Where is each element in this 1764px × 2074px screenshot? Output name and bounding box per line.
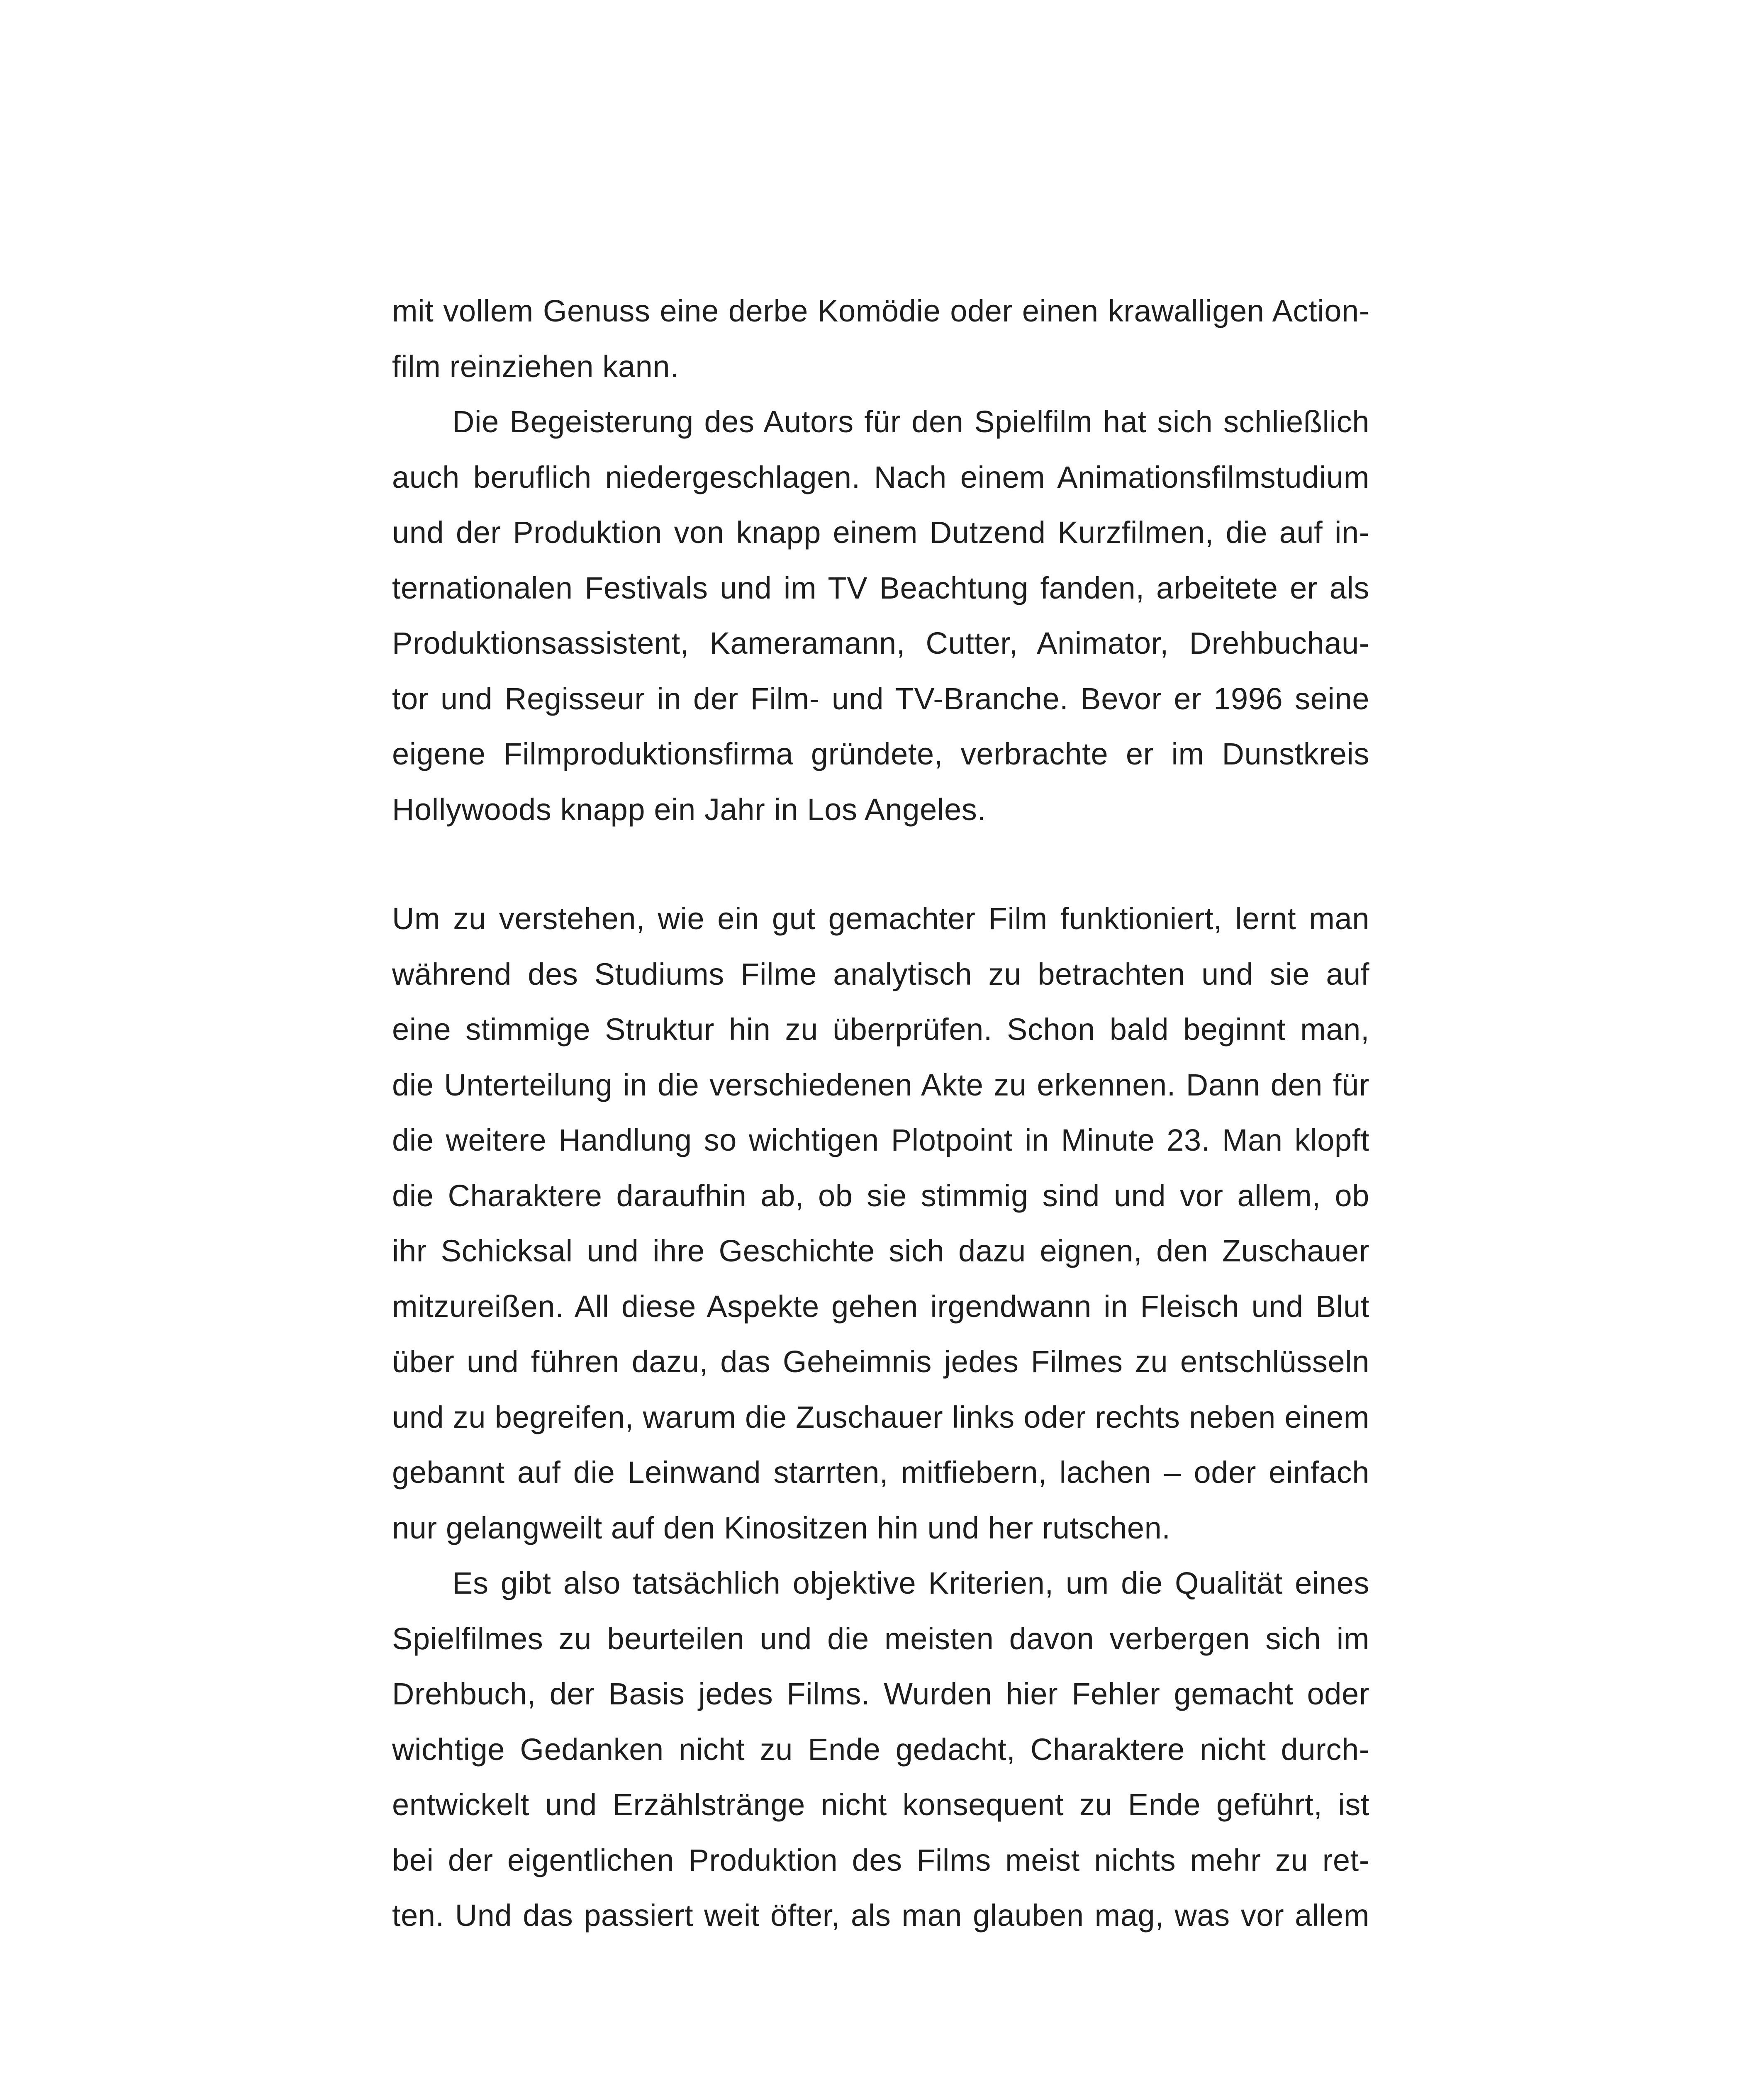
text-line: mit vollem Genuss eine derbe Komödie oder einen krawalligen Action-: [392, 294, 1369, 328]
text-line: mitzureißen. All diese Aspekte gehen irgendwann in Fleisch und Blut: [392, 1289, 1369, 1324]
text-line: nur gelangweilt auf den Kinositzen hin und her rutschen.: [392, 1510, 1171, 1545]
text-line: und zu begreifen, warum die Zuschauer links oder rechts neben einem: [392, 1400, 1369, 1434]
text-line: tor und Regisseur in der Film- und TV-Branche. Bevor er 1996 seine: [392, 681, 1369, 716]
text-line: eigene Filmproduktionsfirma gründete, verbrachte er im Dunstkreis: [392, 737, 1369, 771]
paragraph-1: [392, 283, 1369, 394]
text-line: die Unterteilung in die verschiedenen Akte zu erkennen. Dann den für: [392, 1067, 1369, 1102]
text-line: Um zu verstehen, wie ein gut gemachter Film funktioniert, lernt man: [392, 901, 1369, 936]
text-line: bei der eigentlichen Produktion des Films meist nichts mehr zu ret-: [392, 1843, 1369, 1877]
text-section-1: [392, 283, 1369, 837]
text-line: gebannt auf die Leinwand starrten, mitfiebern, lachen – oder einfach: [392, 1455, 1369, 1490]
paragraph-2: [392, 394, 1369, 837]
text-line: ten. Und das passiert weit öfter, als man glauben mag, was vor allem: [392, 1898, 1369, 1933]
text-line: auch beruflich niedergeschlagen. Nach einem Animationsfilmstudium: [392, 460, 1369, 494]
paragraph-4: [392, 1556, 1369, 1943]
text-section-2: [392, 891, 1369, 1943]
text-line: ihr Schicksal und ihre Geschichte sich dazu eignen, den Zuschauer: [392, 1234, 1369, 1268]
text-line: Die Begeisterung des Autors für den Spielfilm hat sich schließlich: [452, 404, 1369, 439]
text-line: die weitere Handlung so wichtigen Plotpoint in Minute 23. Man klopft: [392, 1123, 1369, 1157]
text-line: Hollywoods knapp ein Jahr in Los Angeles.: [392, 792, 986, 827]
text-line: ternationalen Festivals und im TV Beachtung fanden, arbeitete er als: [392, 570, 1369, 605]
text-line: Spielfilmes zu beurteilen und die meisten davon verbergen sich im: [392, 1621, 1369, 1656]
text-line: entwickelt und Erzählstränge nicht konsequent zu Ende geführt, ist: [392, 1787, 1369, 1822]
text-line: Produktionsassistent, Kameramann, Cutter, Animator, Drehbuchau-: [392, 626, 1369, 660]
text-line: film reinziehen kann.: [392, 349, 679, 384]
text-line: die Charaktere daraufhin ab, ob sie stimmig sind und vor allem, ob: [392, 1178, 1369, 1213]
paragraph-3: [392, 891, 1369, 1556]
text-line: und der Produktion von knapp einem Dutzend Kurzfilmen, die auf in-: [392, 515, 1369, 550]
text-line: wichtige Gedanken nicht zu Ende gedacht, Charaktere nicht durch-: [392, 1732, 1369, 1767]
text-line: Es gibt also tatsächlich objektive Kriterien, um die Qualität eines: [452, 1566, 1369, 1600]
text-line: Drehbuch, der Basis jedes Films. Wurden hier Fehler gemacht oder: [392, 1677, 1369, 1711]
text-line: während des Studiums Filme analytisch zu betrachten und sie auf: [392, 957, 1369, 991]
text-line: über und führen dazu, das Geheimnis jedes Filmes zu entschlüsseln: [392, 1344, 1369, 1379]
text-line: eine stimmige Struktur hin zu überprüfen. Schon bald beginnt man,: [392, 1012, 1369, 1047]
